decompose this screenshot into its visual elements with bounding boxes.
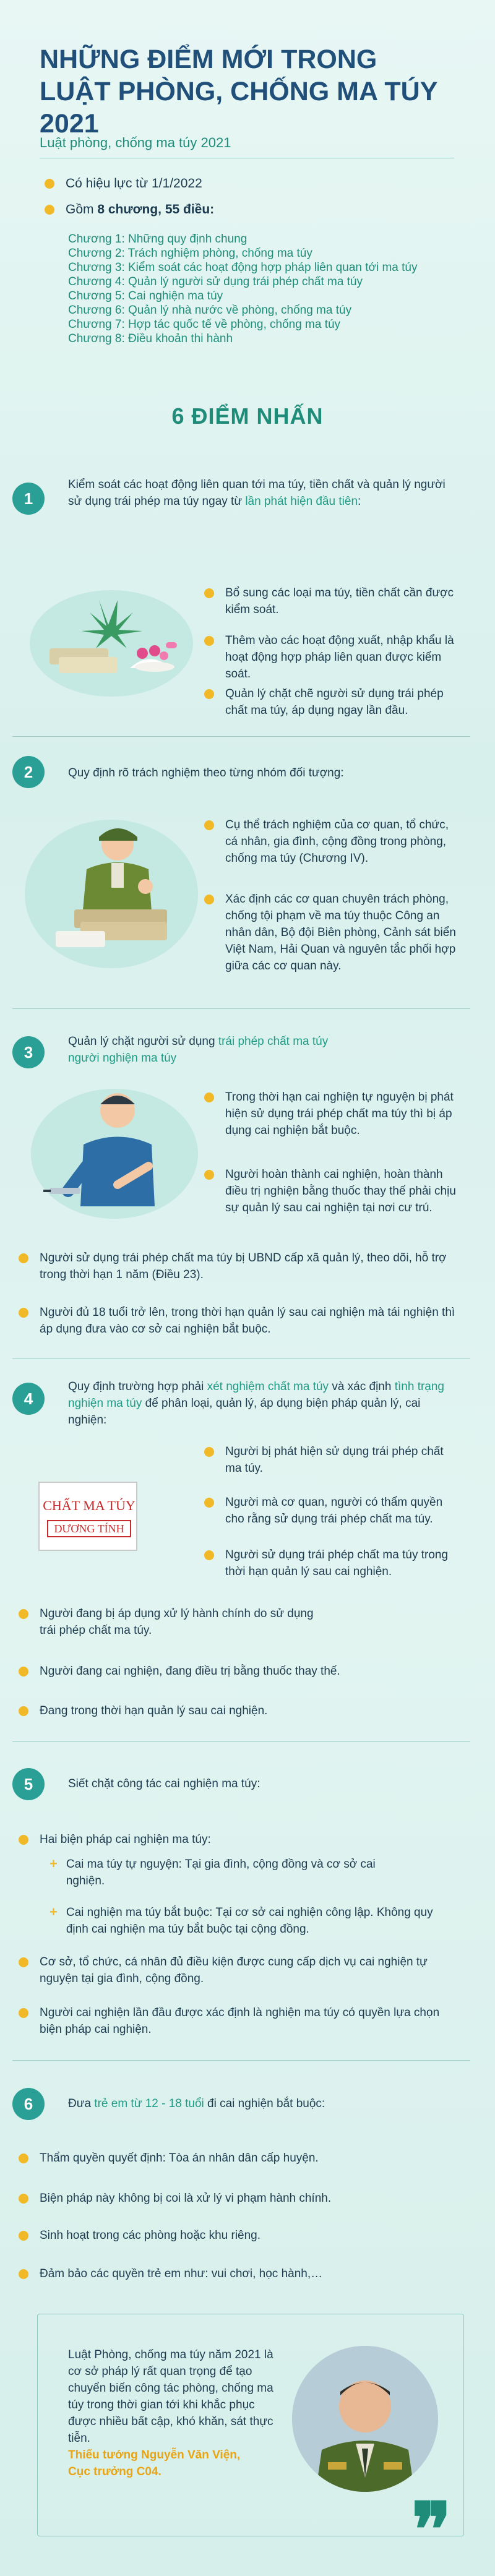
s2-item — [204, 817, 458, 867]
s1-highlight: lần phát hiện đầu tiên — [245, 495, 358, 508]
s3-item-text: Trong thời hạn cai nghiện tự nguyện bị phát hiện sử dụng trái phép chất ma túy thì bị áp dụng cai nghiện bắt buộc. — [225, 1091, 454, 1137]
s4-item-text: Người đang bị áp dụng xử lý hành chính do sử dụng trái phép chất ma túy. — [40, 1607, 314, 1637]
s1-item — [204, 685, 458, 719]
chapter-item: Chương 8: Điều khoản thi hành — [68, 332, 233, 345]
bullet-dot — [204, 820, 214, 830]
s5-subitem — [50, 1904, 433, 1938]
section-divider — [12, 1358, 470, 1359]
bullet-dot — [45, 205, 54, 215]
s3-item — [19, 1304, 464, 1337]
s6-item-text: Biện pháp này không bị coi là xử lý vi phạm hành chính. — [40, 2192, 332, 2205]
s4-item-text: Người đang cai nghiện, đang điều trị bằng thuốc thay thế. — [40, 1665, 340, 1678]
bullet-dot — [19, 1835, 28, 1845]
s3-item-text: Người hoàn thành cai nghiện, hoàn thành điều trị nghiện bằng thuốc thay thế phải chịu sự quản lý sau cai nghiện tại nơi cư trú. — [225, 1168, 456, 1214]
stamp-bottom-text: DƯƠNG TÍNH — [47, 1520, 131, 1537]
bullet-dot — [204, 1093, 214, 1102]
s6-item-text: Thẩm quyền quyết định: Tòa án nhân dân cấp huyện. — [40, 2152, 319, 2165]
title-line-2: LUẬT PHÒNG, CHỐNG MA TÚY 2021 — [40, 77, 437, 139]
section-number-3: 3 — [12, 1036, 45, 1068]
author-name: Thiếu tướng Nguyễn Văn Viện, — [68, 2449, 241, 2462]
includes-count: 8 chương, 55 điều: — [97, 202, 215, 217]
chapter-item: Chương 4: Quản lý người sử dụng trái phép chất ma túy — [68, 275, 363, 288]
section-4-heading — [68, 1378, 458, 1428]
s6-item-text: Đảm bảo các quyền trẻ em như: vui chơi, học hành,… — [40, 2267, 323, 2280]
s3-item-text: Người đủ 18 tuổi trở lên, trong thời hạn quản lý sau cai nghiện mà tái nghiện thì áp dụng đưa vào cơ sở cai nghiện bắt buộc. — [40, 1306, 455, 1336]
s5-item — [19, 1954, 464, 1987]
s5-item-text: Người cai nghiện lần đầu được xác định là nghiện ma túy có quyền lựa chọn biện pháp cai nghiện. — [40, 2006, 440, 2036]
chapter-item: Chương 6: Quản lý nhà nước về phòng, chống ma túy — [68, 304, 352, 317]
s2-item-text: Cụ thể trách nghiệm của cơ quan, tổ chức, cá nhân, gia đình, cộng đồng trong phòng, chống ma túy (Chương IV). — [225, 818, 449, 865]
bullet-dot — [19, 2153, 28, 2163]
s5-item-text: Hai biện pháp cai nghiện ma túy: — [40, 1833, 211, 1846]
effective-date: Có hiệu lực từ 1/1/2022 — [66, 176, 202, 191]
plus-icon: + — [50, 1856, 58, 1871]
section-2-heading: Quy định rõ trách nghiệm theo từng nhóm đối tượng: — [68, 766, 344, 779]
s6-item — [19, 2190, 464, 2207]
s1-item-text: Quản lý chặt chẽ người sử dụng trái phép chất ma túy, áp dụng ngay lần đầu. — [225, 687, 444, 717]
quote-mark-icon: ❞ — [411, 2486, 452, 2574]
section-number-5: 5 — [12, 1768, 45, 1800]
section-number-2: 2 — [12, 756, 45, 788]
includes-text — [66, 202, 214, 217]
bullet-dot — [19, 1706, 28, 1716]
bullet-dot — [204, 689, 214, 699]
s2-item — [204, 891, 458, 974]
stamp-top-text: CHẤT MA TÚY — [43, 1498, 136, 1513]
s5-subitem — [50, 1856, 396, 1889]
drug-illustration — [25, 575, 198, 699]
s6-text-a: Đưa — [68, 2097, 95, 2110]
s1-item-text: Thêm vào các hoạt động xuất, nhập khẩu là hoạt động hợp pháp liên quan được kiểm soát. — [225, 634, 454, 680]
chapter-item: Chương 7: Hợp tác quốc tế về phòng, chống ma túy — [68, 318, 341, 331]
s4-item — [19, 1702, 464, 1719]
s2-item-text: Xác định các cơ quan chuyên trách phòng, chống tội phạm về ma túy thuộc Công an nhân dân, Bộ đội Biên phòng, Cảnh sát biển Việt Nam, Hải Quan và nguyên tắc phối hợp giữa các cơ quan này. — [225, 893, 456, 972]
s1-text-a: Kiểm soát các hoạt động liên quan tới ma túy, tiền chất và quản lý người sử dụng trái phép ma túy ngay từ — [68, 478, 446, 508]
s6-text-b: đi cai nghiện bắt buộc: — [204, 2097, 325, 2110]
chapter-item: Chương 1: Những quy định chung — [68, 233, 248, 246]
s4-item — [204, 1494, 458, 1527]
s3-item — [204, 1089, 458, 1139]
section-1-heading — [68, 476, 458, 510]
chapter-item: Chương 3: Kiểm soát các hoạt động hợp pháp liên quan tới ma túy — [68, 261, 418, 274]
bullet-dot — [19, 2194, 28, 2204]
positive-test-stamp — [38, 1482, 137, 1551]
s4-item-text: Người mà cơ quan, người có thẩm quyền cho rằng sử dụng trái phép chất ma túy. — [225, 1496, 443, 1526]
section-number-6: 6 — [12, 2088, 45, 2120]
s5-subitem-text: Cai nghiện ma túy bắt buộc: Tại cơ sở cai nghiện công lập. Không quy định cai nghiện ma túy bắt buộc tại cộng đồng. — [66, 1906, 433, 1936]
s6-item — [19, 2265, 464, 2282]
section-3-heading — [68, 1033, 458, 1067]
includes-row — [45, 202, 447, 217]
page-subtitle: Luật phòng, chống ma túy 2021 — [40, 135, 231, 150]
s3-highlight-2: người nghiện ma túy — [68, 1052, 177, 1065]
s3-item — [204, 1166, 458, 1216]
plus-icon: + — [50, 1904, 58, 1920]
s6-highlight: trẻ em từ 12 - 18 tuổi — [94, 2097, 204, 2110]
law-meta — [45, 176, 447, 228]
section-divider — [12, 2060, 470, 2061]
s4-item — [204, 1547, 458, 1580]
s4-text-c: để phân loại, quản lý, áp dụng biện pháp quản lý, cai nghiện: — [68, 1397, 421, 1427]
bullet-dot — [19, 2231, 28, 2241]
bullet-dot — [19, 1667, 28, 1677]
s1-text-b: : — [358, 495, 361, 508]
officer-illustration — [19, 801, 204, 974]
bullet-dot — [19, 1308, 28, 1318]
bullet-dot — [19, 1253, 28, 1263]
s3-text-a: Quản lý chặt người sử dụng — [68, 1035, 218, 1048]
effective-date-row — [45, 176, 447, 191]
s6-item — [19, 2150, 464, 2166]
page-title — [40, 43, 460, 140]
s4-item — [19, 1605, 328, 1639]
section-number-4: 4 — [12, 1383, 45, 1415]
s4-highlight-1: xét nghiệm chất ma túy — [207, 1380, 329, 1393]
section-divider — [12, 1008, 470, 1009]
bullet-dot — [204, 1498, 214, 1508]
s4-item-text: Người sử dụng trái phép chất ma túy trong thời hạn quản lý sau cai nghiện. — [225, 1548, 449, 1578]
s6-item-text: Sinh hoạt trong các phòng hoặc khu riêng. — [40, 2229, 261, 2242]
bullet-dot — [45, 179, 54, 189]
portrait-photo — [291, 2345, 439, 2493]
quote-text: Luật Phòng, chống ma túy năm 2021 là cơ sở pháp lý rất quan trọng để tạo chuyển biến công tác phòng, chống ma túy trong thời gian tới khi khắc phục được nhiều bất cập, khó khăn, sát thực tiễn. — [68, 2348, 273, 2445]
bullet-dot — [19, 1609, 28, 1619]
s4-item-text: Đang trong thời hạn quản lý sau cai nghiện. — [40, 1704, 268, 1717]
bullet-dot — [19, 2269, 28, 2279]
s3-item-text: Người sử dụng trái phép chất ma túy bị UBND cấp xã quản lý, theo dõi, hỗ trợ trong thời hạn 1 năm (Điều 23). — [40, 1252, 447, 1281]
s5-item-text: Cơ sở, tổ chức, cá nhân đủ điều kiện được cung cấp dịch vụ cai nghiện tự nguyện tại gia đình, cộng đồng. — [40, 1956, 428, 1985]
bullet-dot — [204, 1550, 214, 1560]
s6-item — [19, 2227, 464, 2244]
bullet-dot — [204, 636, 214, 646]
s4-item — [204, 1443, 458, 1477]
chapter-item: Chương 2: Trách nghiệm phòng, chống ma túy — [68, 247, 312, 260]
section-5-heading: Siết chặt công tác cai nghiện ma túy: — [68, 1777, 260, 1790]
s4-item — [19, 1663, 464, 1680]
highlights-heading: 6 ĐIỂM NHẤN — [171, 403, 324, 429]
bullet-dot — [204, 588, 214, 598]
s5-item — [19, 2004, 464, 2038]
bullet-dot — [204, 1170, 214, 1180]
author-title: Cục trưởng C04. — [68, 2465, 161, 2478]
bullet-dot — [19, 1957, 28, 1967]
s5-item — [19, 1831, 464, 1848]
s4-text-b: và xác định — [329, 1380, 395, 1393]
bullet-dot — [204, 895, 214, 904]
s3-item — [19, 1250, 464, 1283]
chapter-item: Chương 5: Cai nghiện ma túy — [68, 290, 223, 303]
s3-highlight-1: trái phép chất ma túy — [218, 1035, 329, 1048]
section-divider — [12, 736, 470, 737]
section-divider — [12, 1741, 470, 1742]
s4-text-a: Quy định trường hợp phải — [68, 1380, 207, 1393]
s4-highlight-2: tình trạng nghiện ma túy — [68, 1380, 444, 1410]
addict-illustration — [25, 1073, 204, 1228]
s5-subitem-text: Cai ma túy tự nguyện: Tại gia đình, cộng đồng và cơ sở cai nghiện. — [66, 1858, 376, 1887]
section-number-1: 1 — [12, 483, 45, 515]
s4-item-text: Người bị phát hiện sử dụng trái phép chất ma túy. — [225, 1445, 444, 1475]
s1-item-text: Bổ sung các loại ma túy, tiền chất cần được kiểm soát. — [225, 586, 454, 616]
s1-item — [204, 585, 458, 618]
title-line-1: NHỮNG ĐIỂM MỚI TRONG — [40, 45, 377, 74]
includes-prefix: Gồm — [66, 202, 98, 217]
chapter-list — [68, 232, 452, 346]
bullet-dot — [204, 1447, 214, 1457]
quote-author — [68, 2447, 278, 2480]
bullet-dot — [19, 2008, 28, 2018]
section-6-heading — [68, 2095, 458, 2112]
s1-item — [204, 632, 458, 682]
